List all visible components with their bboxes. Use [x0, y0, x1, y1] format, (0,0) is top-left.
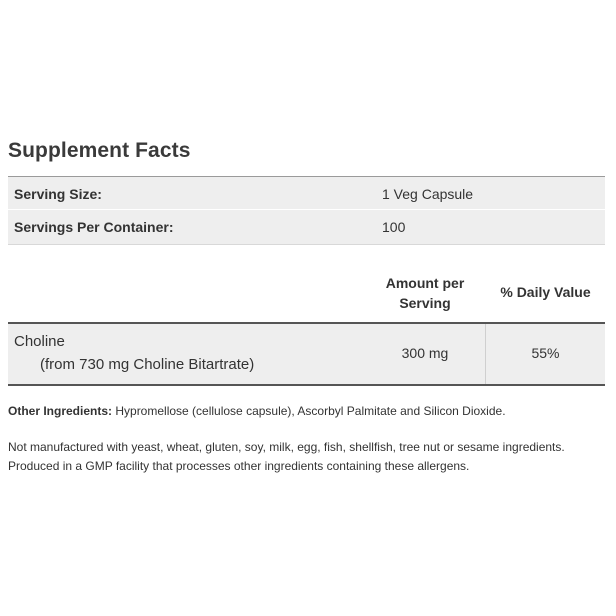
serving-size-value: 1 Veg Capsule	[382, 186, 474, 202]
disclaimer-line-2: Produced in a GMP facility that processes other ingredients containing these allergens.	[8, 459, 470, 473]
other-ingredients	[8, 404, 608, 418]
serving-size-row	[8, 176, 605, 209]
servings-per-container-value: 100	[382, 219, 406, 235]
other-ingredients-text: Hypromellose (cellulose capsule), Ascorbyl Palmitate and Silicon Dioxide.	[112, 404, 506, 418]
page-title: Supplement Facts	[8, 139, 191, 162]
column-header-row	[8, 244, 605, 322]
nutrient-daily-value: 55%	[531, 345, 560, 361]
amount-header-line2: Serving	[399, 295, 451, 311]
nutrient-name: Choline	[14, 333, 65, 350]
servings-per-container-label: Servings Per Container:	[14, 219, 174, 235]
nutrient-row	[8, 322, 605, 386]
nutrient-amount: 300 mg	[401, 345, 449, 361]
daily-value-header: % Daily Value	[500, 284, 591, 300]
supplement-facts-table	[8, 176, 605, 386]
allergen-disclaimer	[8, 438, 608, 476]
nutrient-source: (from 730 mg Choline Bitartrate)	[40, 356, 255, 373]
other-ingredients-label: Other Ingredients:	[8, 404, 113, 418]
amount-header-line1: Amount per	[385, 275, 465, 291]
serving-size-label: Serving Size:	[14, 186, 102, 202]
amount-per-serving-header	[360, 273, 490, 313]
servings-per-container-row	[8, 209, 605, 244]
disclaimer-line-1: Not manufactured with yeast, wheat, gluten, soy, milk, egg, fish, shellfish, tree nut or sesame ingredients.	[8, 440, 565, 454]
